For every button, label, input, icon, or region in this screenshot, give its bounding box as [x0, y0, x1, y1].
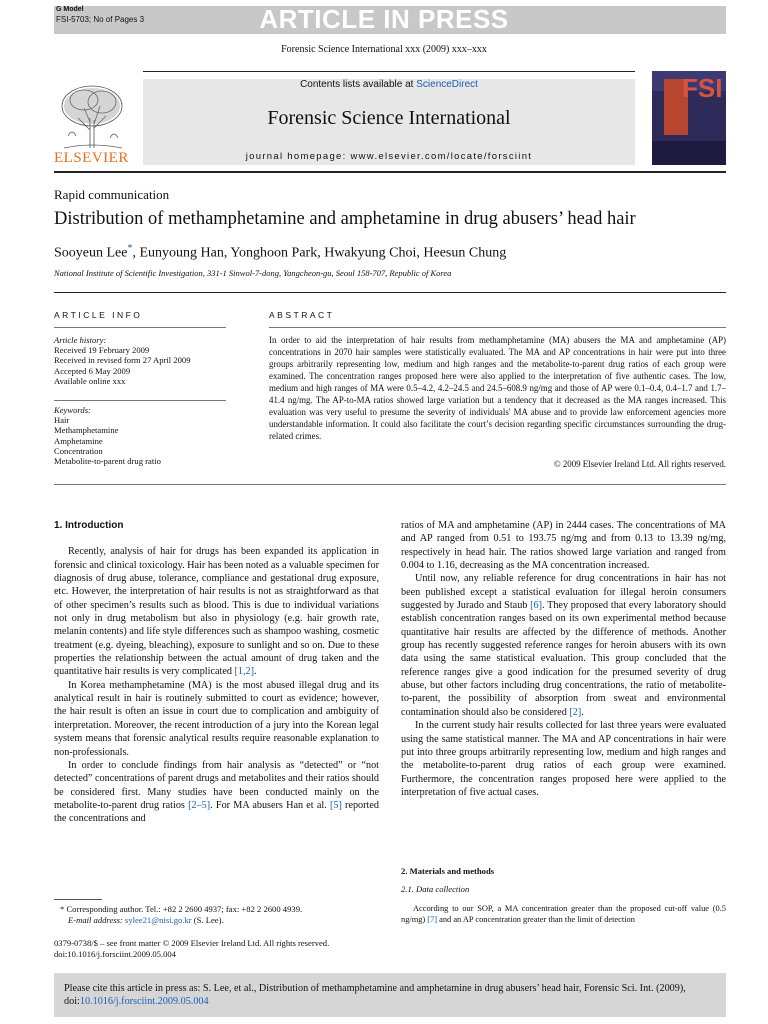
left-column — [54, 519, 379, 826]
right-p2-text: Until now, any reliable reference for drug concentrations in hair has not been published except a statistical evaluation for illegal heroin consumers suggested by Jurado and Staub — [401, 573, 726, 612]
ref-link[interactable]: [2–5] — [188, 799, 211, 811]
g-model-label: G Model — [56, 6, 84, 13]
keyword: Hair — [54, 415, 70, 426]
ref-link[interactable]: [5] — [329, 799, 342, 811]
right-paragraph-1: ratios of MA and amphetamine (AP) in 2444 cases. The concentrations of MA and AP ranged from 0.51 to 193.75 ng/mg and from 0.13 to 13.39 ng/mg, respectively in head hair. The ratios showed large variation and ranged from 0.004 to 1.16, decreasing as the MA concentration increased. — [401, 520, 726, 572]
article-in-press-banner: ARTICLE IN PRESS — [259, 4, 509, 34]
email-link[interactable]: sylee21@nisi.go.kr — [124, 915, 192, 925]
keyword: Methamphetamine — [54, 425, 119, 436]
corresponding-footnote — [54, 904, 302, 915]
first-author: Sooyeun Lee — [54, 245, 128, 261]
publisher-name: ELSEVIER — [54, 150, 129, 166]
masthead-bottom-rule — [54, 171, 726, 173]
sciencedirect-link[interactable]: ScienceDirect — [416, 79, 478, 90]
article-history — [54, 335, 191, 386]
abstract-text: In order to aid the interpretation of hair results from methamphetamine (MA) abusers the MA and amphetamine (AP) concentrations in 2070 hair samples were statistically evaluated. The MA and AP concentrations in hair were put into three groups arbitrarily representing low, medium and high ranges and the metabolite-to-parent drug ratios of each group were examined. The concentration ranges proposed here were also applied to the interpretation of five authentic cases. The low, medium and high ranges of MA were 0.5–4.2, 4.2–24.5 and 24.5–608.9 ng/mg and those of AP were 0.1–0.4, 0.4–1.7 and 1.7–41.4 ng/mg. The AP-to-MA ratios showed large variation but a tendency that it decreased as the MA ranges increased. This evaluation was very useful to presume the severity of individuals' MA abuse and to provide law enforcement agencies more understandable information. It could also facilitate the court’s decision regarding specific circumstances surrounding the drug-related crimes. — [269, 335, 726, 441]
footnote-star: * — [60, 904, 65, 914]
article-info-rule — [54, 327, 226, 328]
collection-end: and an AP concentration greater than the limit of detection — [437, 915, 635, 924]
abstract-copyright: © 2009 Elsevier Ireland Ltd. All rights reserved. — [553, 459, 726, 469]
journal-title: Forensic Science International — [267, 107, 511, 129]
author-affiliation: National Institute of Scientific Investigation, 331-1 Sinwol-7-dong, Yangcheon-gu, Seoul 158-707, Republic of Korea — [54, 268, 452, 278]
footnote-corresponding: Corresponding author. Tel.: +82 2 2600 4937; fax: +82 2 2600 4939. — [64, 904, 303, 914]
online-date: Available online xxx — [54, 375, 126, 386]
accepted-date: Accepted 6 May 2009 — [54, 365, 131, 376]
contents-line — [143, 79, 635, 90]
journal-reference: Forensic Science International xxx (2009) xxx–xxx — [281, 44, 487, 55]
journal-homepage[interactable]: journal homepage: www.elsevier.com/locate/forsciint — [245, 151, 533, 162]
author-list — [54, 243, 506, 262]
keyword: Amphetamine — [54, 435, 103, 446]
citation-doi-link[interactable]: 10.1016/j.forsciint.2009.05.004 — [79, 996, 209, 1007]
keywords-label: Keywords: — [54, 405, 91, 415]
email-footnote — [54, 915, 224, 926]
abstract-bottom-rule — [54, 484, 726, 485]
right-p2-mid: . They proposed that every laboratory should establish concentration ranges based on its own experimental method because quantitative hair results are affected by the difference of methods. Another group has recently suggested reference ranges for heroin abusers with its own data using the same statistical evaluation. This group concluded that the reference ranges give a good indication for the presumed severity of drug abuse, but other factors including drug concentrations, the ratio of metabolite-to-parent, the possibility of absorption from sweat and environmental contamination should also be considered — [401, 600, 726, 718]
received-date: Received 19 February 2009 — [54, 345, 150, 356]
article-title: Distribution of methamphetamine and amphetamine in drug abusers’ head hair — [54, 209, 636, 229]
keywords-rule — [54, 400, 226, 401]
citation-box — [54, 973, 726, 1017]
corresponding-author-mark[interactable]: * — [127, 243, 133, 254]
intro-p3-text: In order to conclude findings from hair analysis as “detected” or “not detected” concentrations of parent drugs and metabolites and their ratios should be considered first. Many studies have been conducted mainly on the metabolite-to-parent drug ratios — [54, 759, 379, 811]
issn-line: 0379-0738/$ – see front matter © 2009 Elsevier Ireland Ltd. All rights reserved. — [54, 938, 330, 948]
cover-fsi-text: FSI — [682, 73, 723, 103]
ref-link[interactable]: [1,2] — [234, 666, 255, 678]
contents-prefix: Contents lists available at — [300, 79, 417, 90]
keywords-block — [54, 405, 161, 466]
materials-methods-heading: 2. Materials and methods — [401, 866, 495, 876]
intro-paragraph-1: Recently, analysis of hair for drugs has been expanded its application in forensic and clinical toxicology. Hair has been noted as a valuable specimen for diagnosis of drug abuse, tolerance, compliance and gestational drug exposure, etc. However, the interpretation of hair results is not as straightforward as that of other specimen’s results such as blood. This is due to individual variations not only in drug metabolism but also in physiology (e.g. hair growth rate, melanin contents) and life style differences such as shampoo washing, cosmetic treatment (e.g. dyeing, bleaching), exposure to sunlight and so on. Due to these properties the relationship between the actual amount of drug taken and the quantitative hair results is very complicated [1,2]. — [54, 546, 379, 678]
journal-cover-image — [652, 71, 726, 165]
other-authors: , Eunyoung Han, Yonghoon Park, Hwakyung Choi, Heesun Chung — [132, 245, 507, 261]
introduction-heading: 1. Introduction — [54, 520, 124, 531]
title-block-rule — [54, 292, 726, 293]
intro-paragraph-3 — [54, 759, 379, 826]
collection-text: According to our SOP, a MA concentration greater than the proposed cut-off value (0.5 ng/mg) — [401, 904, 726, 924]
article-info-heading: ARTICLE INFO — [54, 310, 143, 320]
manuscript-id: FSI-5703; No of Pages 3 — [56, 15, 145, 24]
footnote-rule — [54, 899, 102, 900]
right-column — [401, 519, 726, 799]
data-collection-heading: 2.1. Data collection — [401, 884, 470, 894]
intro-p3-end: reported the concentrations and — [54, 799, 379, 825]
keyword: Metabolite-to-parent drug ratio — [54, 456, 161, 467]
abstract-heading: ABSTRACT — [269, 310, 335, 320]
ref-link[interactable]: [2] — [569, 706, 582, 718]
history-label: Article history: — [54, 335, 107, 345]
intro-p3-mid: . For MA abusers Han et al. — [210, 799, 330, 811]
right-paragraph-2 — [401, 572, 726, 719]
citation-text: Please cite this article in press as: S. Lee, et al., Distribution of methamphetamine and amphetamine in drug abusers’ head hair, Forensic Sci. Int. (2009), doi: — [64, 983, 686, 1007]
ref-link[interactable]: [7] — [427, 915, 438, 924]
doi-line[interactable]: doi:10.1016/j.forsciint.2009.05.004 — [54, 949, 176, 959]
data-collection-text — [401, 903, 726, 925]
ref-link[interactable]: [6] — [530, 600, 543, 612]
abstract-rule — [269, 327, 726, 328]
email-name: (S. Lee). — [191, 915, 224, 925]
article-type: Rapid communication — [54, 187, 170, 202]
masthead-top-rule — [143, 71, 635, 72]
right-p2-end: . — [581, 706, 584, 718]
right-paragraph-3: In the current study hair results collected for last three years were evaluated using the same statistical manner. The MA and AP concentrations in hair were put into three groups arbitrarily representing low, medium and high ranges and the metabolite-to-parent drug ratios of each group were examined. Furthermore, the concentration ranges proposed here were applied to the interpretation of five actual cases. — [401, 720, 726, 798]
email-label: E-mail address: — [68, 915, 125, 925]
intro-paragraph-2: In Korea methamphetamine (MA) is the most abused illegal drug and its analytical result in hair is routinely submitted to court as evidence; however, the hair result is often an issue in court due to complication and ambiguity of interpretation. Moreover, the recent introduction of a jury into the Korean legal system means that forensic analytical results require reasonable explanation to non-professionals. — [54, 679, 379, 758]
keyword: Concentration — [54, 445, 103, 456]
revised-date: Received in revised form 27 April 2009 — [54, 355, 191, 366]
intro-p1-text: Recently, analysis of hair for drugs has been expanded its application in forensic and clinical toxicology. Hair has been noted as a valuable specimen for diagnosis of drug abuse, tolerance, compliance and gestational drug exposure, etc. However, the interpretation of hair results is not as straightforward as that of other specimen’s results such as blood. This is due to individual variations not only in drug metabolism but also in physiology (e.g. hair growth rate, melanin contents) and life style differences such as shampoo washing, cosmetic treatment (e.g. dyeing, bleaching), exposure to sunlight and so on. Due to these properties the relationship between the actual amount of drug taken and the quantitative hair results is very complicated — [54, 546, 379, 678]
cover-footer — [652, 141, 726, 165]
